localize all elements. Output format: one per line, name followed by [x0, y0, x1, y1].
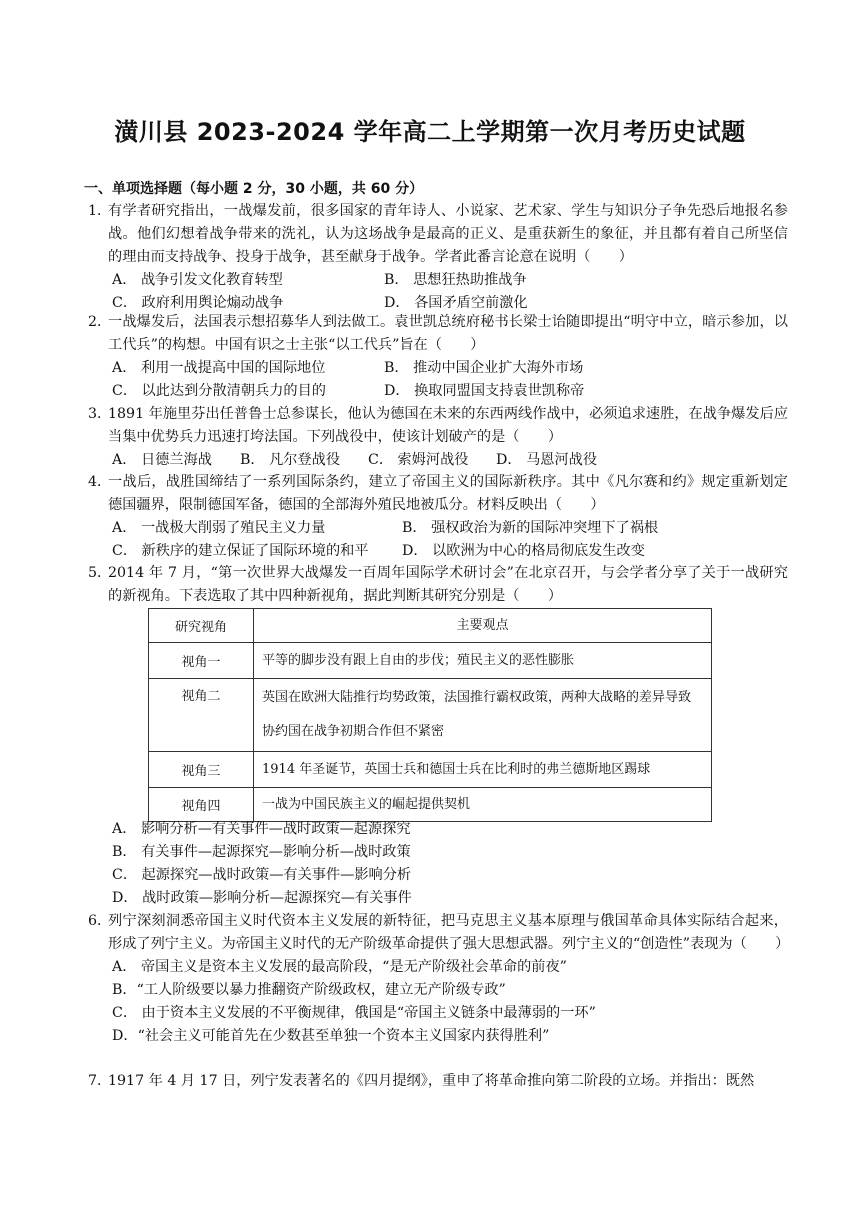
option-a: A． 日德兰海战 [112, 452, 212, 468]
question-4 [88, 471, 788, 563]
table-cell: 视角四 [149, 788, 254, 822]
question-stem: 1917 年 4 月 17 日，列宁发表著名的《四月提纲》，重申了将革命推向第二阶段的立场。并指出：既然 [108, 1073, 755, 1089]
option-d: D． 以欧洲为中心的格局彻底发生改变 [402, 543, 645, 559]
option-d: D． 各国矛盾空前激化 [384, 295, 528, 311]
option-a: A． 帝国主义是资本主义发展的最高阶段，“是无产阶级社会革命的前夜” [112, 959, 567, 975]
question-number: 2． [88, 314, 112, 330]
question-number: 5． [88, 565, 112, 581]
option-d: D． 马恩河战役 [496, 452, 598, 468]
question-stem: 有学者研究指出，一战爆发前，很多国家的青年诗人、小说家、艺术家、学生与知识分子争先恐后地报名参战。他们幻想着战争带来的洗礼，认为这场战争是最高的正义、是重获新生的象征，并且都有着自己所坚信的理由而支持战争、投身于战争，甚至献身于战争。学者此番言论意在说明（ ） [108, 203, 788, 265]
option-a: A． 利用一战提高中国的国际地位 [112, 360, 326, 376]
table-header-cell: 研究视角 [149, 609, 254, 643]
option-a: A． 一战极大削弱了殖民主义力量 [112, 520, 326, 536]
question-2 [88, 311, 788, 403]
option-a: A． 战争引发文化教育转型 [112, 272, 283, 288]
option-b: B． 凡尔登战役 [240, 452, 341, 468]
table-cell: 视角三 [149, 752, 254, 788]
question-stem: 列宁深刻洞悉帝国主义时代资本主义发展的新特征，把马克思主义基本原理与俄国革命具体实际结合起来，形成了列宁主义。为帝国主义时代的无产阶级革命提供了强大思想武器。列宁主义的“创造性”表现为（ ） [108, 913, 790, 952]
table-cell: 英国在欧洲大陆推行均势政策，法国推行霸权政策，两种大战略的差异导致协约国在战争初期合作但不紧密 [254, 679, 712, 752]
table-row [149, 788, 712, 822]
table-row [149, 643, 712, 679]
question-stem: 1891 年施里芬出任普鲁士总参谋长，他认为德国在未来的东西两线作战中，必须追求速胜，在战争爆发后应当集中优势兵力迅速打垮法国。下列战役中，使该计划破产的是（ ） [108, 406, 788, 445]
table-cell: 平等的脚步没有跟上自由的步伐；殖民主义的恶性膨胀 [254, 643, 712, 679]
table-cell: 1914 年圣诞节，英国士兵和德国士兵在比利时的弗兰德斯地区踢球 [254, 752, 712, 788]
table-cell: 视角一 [149, 643, 254, 679]
option-c: C． 政府利用舆论煽动战争 [112, 295, 284, 311]
option-d: D．“社会主义可能首先在少数甚至单独一个资本主义国家内获得胜利” [112, 1028, 550, 1044]
question-6 [88, 910, 788, 1048]
option-d: D． 战时政策—影响分析—起源探究—有关事件 [112, 890, 412, 906]
section-heading: 一、单项选择题（每小题 2 分，30 小题，共 60 分） [84, 181, 424, 197]
option-a: A． 影响分析—有关事件—战时政策—起源探究 [112, 821, 411, 837]
question-7 [88, 1070, 788, 1093]
question-number: 1． [88, 203, 112, 219]
question-stem: 2014 年 7 月，“第一次世界大战爆发一百周年国际学术研讨会”在北京召开，与会学者分享了关于一战研究的新视角。下表选取了其中四种新视角，据此判断其研究分别是（ ） [108, 565, 788, 604]
question-5-options [88, 818, 788, 910]
option-b: B． 思想狂热助推战争 [384, 272, 527, 288]
option-c: C． 以此达到分散清朝兵力的目的 [112, 383, 326, 399]
option-c: C． 新秩序的建立保证了国际环境的和平 [112, 543, 369, 559]
option-d: D． 换取同盟国支持袁世凯称帝 [384, 383, 585, 399]
option-b: B． 有关事件—起源探究—影响分析—战时政策 [112, 844, 411, 860]
table-row [149, 679, 712, 752]
question-stem: 一战爆发后，法国表示想招募华人到法做工。袁世凯总统府秘书长梁士诒随即提出“明守中立，暗示参加，以工代兵”的构想。中国有识之士主张“以工代兵”旨在（ ） [108, 314, 788, 353]
table-header-cell: 主要观点 [254, 609, 712, 643]
option-c: C． 起源探究—战时政策—有关事件—影响分析 [112, 867, 412, 883]
question-number: 6． [88, 913, 112, 929]
perspectives-table [148, 608, 712, 822]
question-number: 4． [88, 474, 112, 490]
table-cell: 视角二 [149, 679, 254, 752]
page-title: 潢川县 2023-2024 学年高二上学期第一次月考历史试题 [114, 118, 746, 146]
table-cell: 一战为中国民族主义的崛起提供契机 [254, 788, 712, 822]
table-row [149, 752, 712, 788]
option-b: B．“工人阶级要以暴力推翻资产阶级政权，建立无产阶级专政” [112, 982, 506, 998]
question-stem: 一战后，战胜国缔结了一系列国际条约，建立了帝国主义的国际新秩序。其中《凡尔赛和约》规定重新划定德国疆界，限制德国军备，德国的全部海外殖民地被瓜分。材料反映出（ ） [108, 474, 788, 513]
option-b: B． 推动中国企业扩大海外市场 [384, 360, 584, 376]
option-b: B． 强权政治为新的国际冲突埋下了祸根 [402, 520, 659, 536]
question-3 [88, 403, 788, 472]
option-c: C． 索姆河战役 [368, 452, 469, 468]
table-header-row [149, 609, 712, 643]
question-5 [88, 562, 788, 608]
question-1 [88, 200, 788, 315]
question-number: 7． [88, 1073, 112, 1089]
option-c: C． 由于资本主义发展的不平衡规律，俄国是“帝国主义链条中最薄弱的一环” [112, 1005, 596, 1021]
question-number: 3． [88, 406, 112, 422]
